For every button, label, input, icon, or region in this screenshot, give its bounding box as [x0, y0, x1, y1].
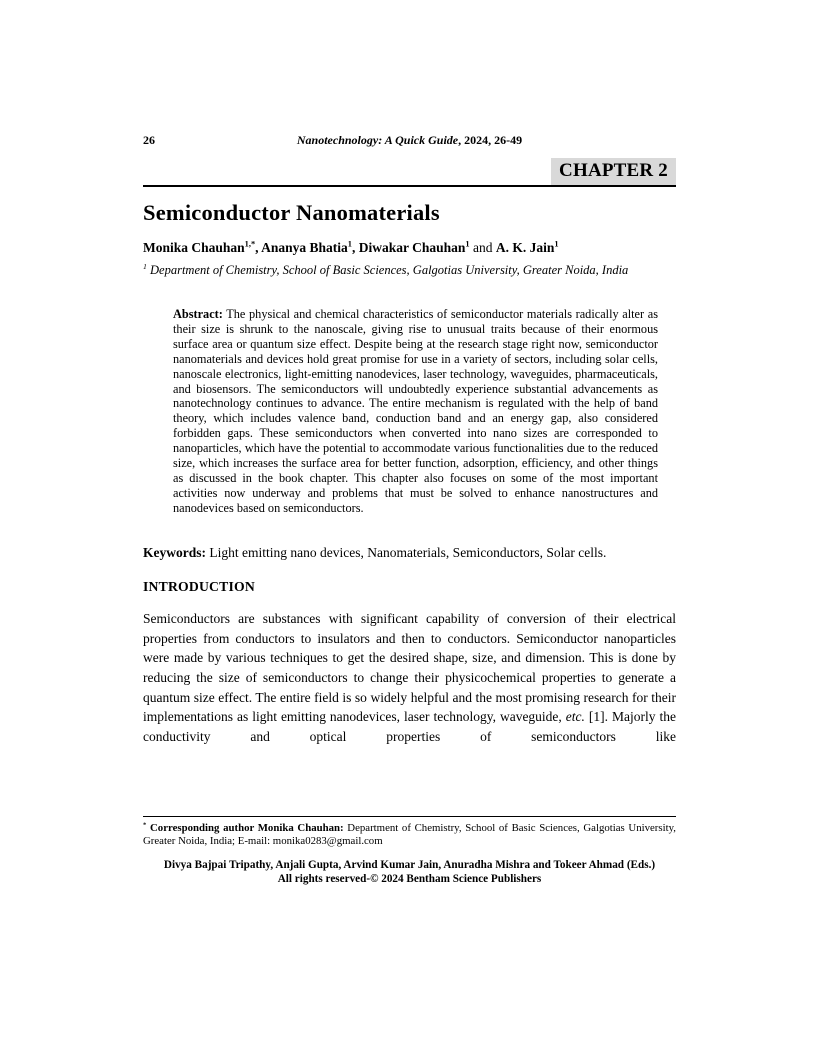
introduction-heading: INTRODUCTION — [143, 579, 255, 595]
abstract-label: Abstract: — [173, 307, 223, 321]
keywords-text: Light emitting nano devices, Nanomaterials, Semiconductors, Solar cells. — [206, 544, 607, 560]
author-superscript: 1,* — [244, 239, 256, 249]
page-number: 26 — [143, 133, 155, 147]
introduction-text-2: [1]. Majorly the conductivity and optical properties of semiconductors like — [143, 709, 676, 744]
authors-line — [143, 240, 676, 256]
affiliation-text: Department of Chemistry, School of Basic Sciences, Galgotias University, Greater Noida, India — [146, 263, 629, 277]
introduction-text-1: Semiconductors are substances with significant capability of conversion of their electrical properties from conductors to insulators and then to conductors. Semiconductor nanoparticles were made by various techniques to get the desired shape, size, and dimension. This is done by reducing the size of semiconductors to change their physicochemical properties to generate a quantum size effect. The entire field is so widely helpful and the most promising research for their implementations as light emitting nanodevices, laser technology, waveguide, — [143, 611, 676, 725]
keywords-section — [143, 543, 676, 563]
affiliation-marker: 1 — [143, 261, 147, 271]
author-superscript: 1 — [465, 239, 470, 249]
author-separator: , — [255, 240, 262, 255]
author-separator: , — [351, 240, 359, 255]
keywords-label: Keywords: — [143, 544, 206, 560]
author-name: Diwakar Chauhan — [358, 240, 466, 255]
author-name: A. K. Jain — [495, 240, 555, 255]
chapter-title: Semiconductor Nanomaterials — [143, 200, 440, 225]
chapter-rule — [143, 158, 676, 187]
chapter-badge: CHAPTER 2 — [551, 158, 676, 185]
abstract-text: The physical and chemical characteristics of semiconductor materials radically alter as their size is shrunk to the nanoscale, giving rise to unusual traits because of their enormous surface area or quantum size effect. Despite being at the research stage right now, semiconductor nanomaterials and devices hold great promise for use in a variety of sectors, including solar cells, nanoscale electronics, light-emitting nanodevices, laser technology, waveguides, pharmaceuticals, and biosensors. The semiconductors will undoubtedly experience substantial advancements as nanotechnology continues to advance. The entire mechanism is regulated with the help of band theory, which includes valence band, conduction band and an energy gap, also considered forbidden gaps. These semiconductors when converted into nano sizes are corresponded to nanoparticles, which have the potential to accommodate various functionalities due to the reduced size, which increases the surface area for better function, adsorption, efficiency, and other things as discussed in the book chapter. This chapter also focuses on some of the most important activities now underway and problems that must be solved to enhance nanostructures and nanodevices based on semiconductors. — [173, 307, 658, 515]
footnote-text: Department of Chemistry, School of Basic Sciences, Galgotias University, Greater Noida, India; E-mail: monika0283@gmail.com — [143, 822, 676, 847]
footnote-label: Corresponding author Monika Chauhan: — [146, 822, 344, 834]
editors-line: Divya Bajpai Tripathy, Anjali Gupta, Arvind Kumar Jain, Anuradha Mishra and Tokeer Ahmad (Eds.) — [163, 859, 656, 871]
author-superscript: 1 — [554, 239, 559, 249]
publisher-footer — [143, 858, 676, 886]
running-title — [297, 133, 522, 147]
footnote — [143, 816, 676, 848]
running-head — [143, 133, 676, 148]
author-superscript: 1 — [347, 239, 352, 249]
and-word: and — [469, 240, 496, 255]
author-name: Ananya Bhatia — [261, 240, 348, 255]
footnote-marker: * — [143, 821, 147, 829]
affiliation — [143, 263, 676, 278]
introduction-paragraph — [143, 609, 676, 746]
running-title-volume: , 2024, 26-49 — [458, 133, 523, 147]
introduction-etc: etc. — [565, 709, 585, 725]
running-title-book: Nanotechnology: A Quick Guide — [296, 133, 459, 147]
author-name: Monika Chauhan — [143, 240, 245, 255]
rights-line: All rights reserved-© 2024 Bentham Science Publishers — [277, 873, 542, 885]
abstract-section — [173, 307, 658, 516]
